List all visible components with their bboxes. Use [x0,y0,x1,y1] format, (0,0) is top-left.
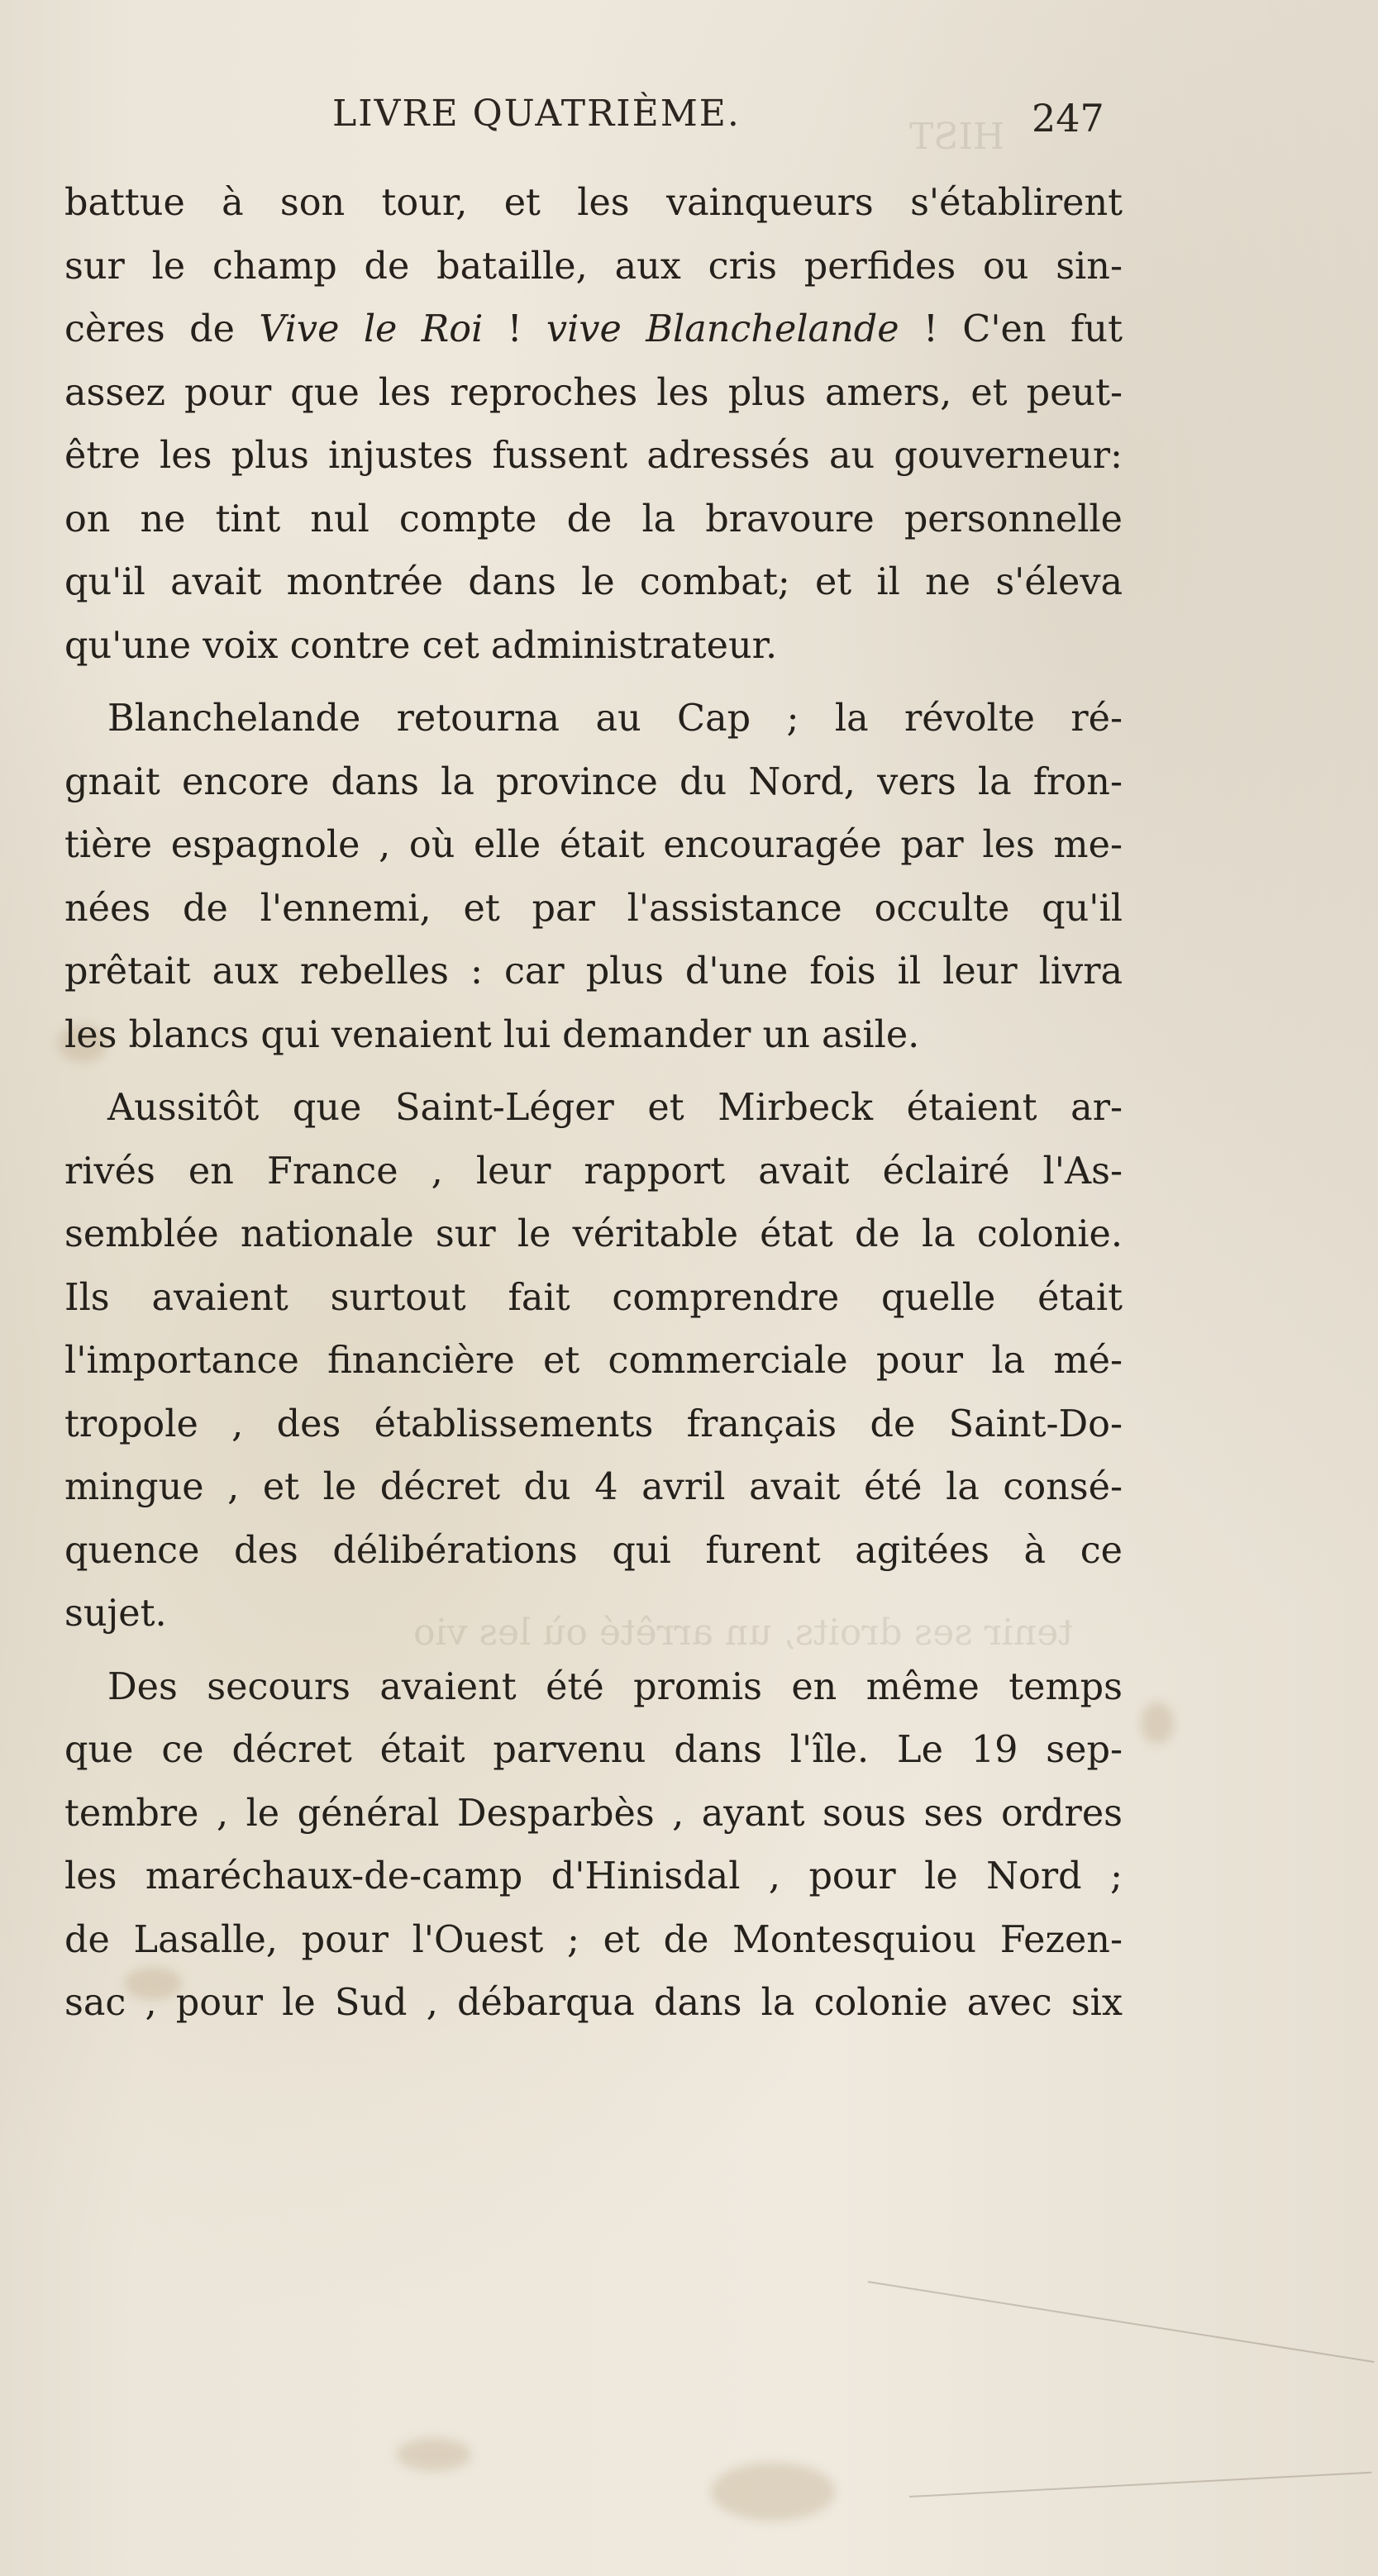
text-line: quence des délibérations qui furent agitées à ce [64,1529,1123,1572]
bleed-through-text: tenir ses droits, un arrêté où les vio [413,1612,1073,1654]
paper-crease [868,2281,1375,2363]
text-line: sur le champ de bataille, aux cris perfides ou sin- [64,245,1123,288]
text-line: semblée nationale sur le véritable état de la colonie. [64,1213,1123,1255]
text-line: gnait encore dans la province du Nord, vers la fron- [64,760,1123,803]
text-line: on ne tint nul compte de la bravoure personnelle [64,498,1123,540]
foxing-spot [1141,1702,1174,1744]
text-line: sujet. [64,1593,167,1635]
page-header [0,93,1378,142]
text-line: mingue , et le décret du 4 avril avait été la consé- [64,1466,1123,1508]
bleed-through-text: HIST [909,116,1005,158]
text-line: tembre , le général Desparbès , ayant sous ses ordres [64,1792,1123,1835]
running-head: LIVRE QUATRIÈME. [332,93,741,135]
italic-quote: vive Blanchelande [546,308,899,350]
text-line: battue à son tour, et les vainqueurs s'établirent [64,182,1123,224]
text-line: Blanchelande retourna au Cap ; la révolte ré- [107,698,1123,740]
text-line: l'importance financière et commerciale pour la mé- [64,1340,1123,1382]
text-line: Des secours avaient été promis en même temps [107,1665,1123,1708]
text-line: cères de Vive le Roi ! vive Blanchelande ! C'en fut [64,308,1123,350]
text-line: prêtait aux rebelles : car plus d'une fois il leur livra [64,950,1123,993]
text-line: tière espagnole , où elle était encouragée par les me- [64,824,1123,866]
text-line: rivés en France , leur rapport avait éclairé l'As- [64,1150,1123,1193]
italic-quote: Vive le Roi [259,308,484,350]
text-line: les blancs qui venaient lui demander un asile. [64,1013,920,1056]
text-line: qu'il avait montrée dans le combat; et il ne s'éleva [64,561,1123,603]
text-line: tropole , des établissements français de Saint-Do- [64,1402,1123,1445]
text-line: qu'une voix contre cet administrateur. [64,624,778,667]
page-number: 247 [1032,96,1104,140]
body-text [64,172,1123,2036]
text-line: de Lasalle, pour l'Ouest ; et de Montesquiou Fezen- [64,1918,1123,1961]
text-line: que ce décret était parvenu dans l'île. Le 19 sep- [64,1729,1123,1771]
paper-crease [909,2472,1371,2497]
text-line: Ils avaient surtout fait comprendre quelle était [64,1276,1123,1319]
text-line: nées de l'ennemi, et par l'assistance occulte qu'il [64,887,1123,930]
text-line: être les plus injustes fussent adressés au gouverneur: [64,435,1123,477]
foxing-spot [397,2438,471,2471]
text-line: Aussitôt que Saint-Léger et Mirbeck étaient ar- [107,1087,1123,1129]
text-line: sac , pour le Sud , débarqua dans la colonie avec six [64,1982,1123,2024]
text-line: les maréchaux-de-camp d'Hinisdal , pour le Nord ; [64,1855,1123,1897]
text-line: assez pour que les reproches les plus amers, et peut- [64,371,1123,414]
foxing-spot [711,2463,835,2521]
